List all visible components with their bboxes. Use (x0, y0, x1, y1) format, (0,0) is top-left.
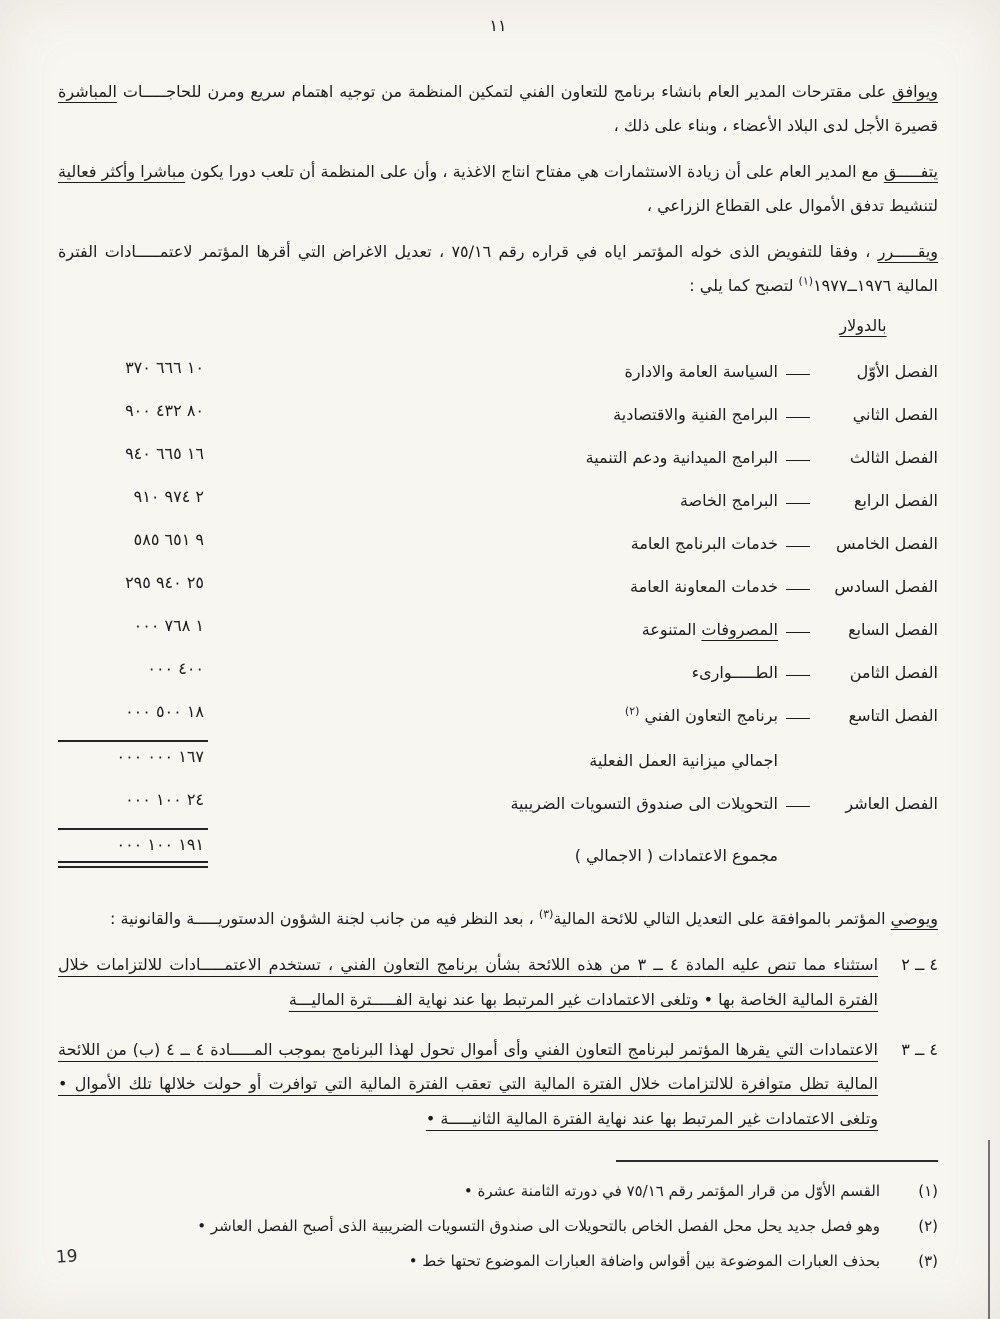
chapter-label: الفصل الأوّل (856, 361, 938, 381)
footnote-2 (58, 1211, 938, 1241)
footnote-ref-1: (١) (798, 274, 814, 288)
chapter-description: الطـــــوارىء (691, 662, 778, 682)
amendment-text: الاعتمادات التي يقرها المؤتمر لبرنامج التعاون الفني وأى أموال تحول لهذا البرنامج بموجب المـــــادة ٤ ــ ٤ (ب) من اللائحة المالية تظل متوافرة للالتزامات خلال الفترة المالية التي تعقب الفترة المالية التي توافرت أو حولت خلالها تلك الأموال • وتلغى الاعتمادات غير المرتبط بها عند نهاية الفترة المالية الثانيـــــة • (58, 1039, 879, 1128)
dash-separator (778, 846, 814, 868)
dash-separator (778, 663, 814, 685)
chapter-description: خدمات المعاونة العامة (630, 576, 778, 596)
chapter-label: الفصل الثاني (852, 404, 938, 424)
paragraph-recommends-amendment (58, 902, 938, 936)
amendment-text: استثناء مما تنص عليه المادة ٤ ــ ٣ من هذه اللائحة بشأن برنامج التعاون الفني ، تستخدم الاعتمـــــادات للالتزامات خلال الفترة المالية الخاصة بها • وتلغى الاعتمادات غير المرتبط بها عند نهاية الفـــــترة الماليـــة (58, 955, 879, 1009)
footnote-1 (58, 1176, 938, 1206)
footnote-ref-2: (٢) (624, 704, 640, 718)
table-row-chapter-9 (58, 697, 938, 728)
chapter-label: الفصل السابع (848, 619, 938, 639)
paragraph-text: ، وفقا للتفويض الذى خوله المؤتمر اياه في قراره رقم ٧٥/١٦ ، تعديل الاغراض التي أقرها المؤتمر لاعتمـــــادات الفترة المالية ١٩٧٦ــ١٩٧٧ (58, 242, 938, 295)
description-part: برنامج التعاون الفني (644, 705, 778, 725)
amendment-number: ٤ ــ ٣ (901, 1039, 938, 1059)
amount-cell: ٢٤ ١٠٠ ٠٠٠ (125, 789, 204, 809)
paragraph-decides-appropriations (58, 235, 938, 302)
currency-column-header (788, 316, 938, 335)
chapter-label: الفصل الثامن (849, 662, 938, 682)
footnote-divider-rule (616, 1160, 938, 1162)
chapter-label: الفصل الرابع (853, 490, 938, 510)
amount-cell: ١٦ ٦٦٥ ٩٤٠ (125, 443, 204, 463)
dash-separator (778, 448, 814, 470)
dash-separator (778, 706, 814, 728)
paragraph-text: على مقترحات المدير العام بانشاء برنامج للتعاون الفني لتمكين المنظمة من توجيه اهتمام سريع ومرن للحاجـــــات (116, 82, 893, 101)
paragraph-text: لتصبح كما يلي : (689, 275, 799, 295)
underlined-lead: ويوصي (890, 908, 938, 928)
footnote-marker: (٣) (918, 1252, 938, 1271)
table-row-chapter-2 (58, 396, 938, 427)
chapter-description: البرامج الميدانية ودعم التنمية (585, 447, 778, 467)
grand-total-label: مجموع الاعتمادات ( الاجمالي ) (574, 845, 778, 865)
footnote-text: القسم الأوّل من قرار المؤتمر رقم ٧٥/١٦ في دورته الثامنة عشرة • (463, 1182, 880, 1201)
table-row-chapter-10 (58, 785, 938, 816)
chapter-description: خدمات البرنامج العامة (630, 533, 778, 553)
underlined-description-part: المصروفات (701, 619, 778, 639)
amendment-number: ٤ ــ ٢ (901, 955, 938, 975)
page-number-top: ١١ (489, 16, 507, 35)
table-row-chapter-7 (58, 611, 938, 642)
chapter-description: التحويلات الى صندوق التسويات الضريبية (510, 793, 778, 813)
chapter-description: السياسة العامة والادارة (624, 361, 778, 381)
table-row-chapter-1 (58, 353, 938, 384)
scan-edge-artifact (988, 1140, 990, 1319)
amount-cell: ١٠ ٦٦٦ ٣٧٠ (125, 357, 204, 377)
paragraph-text: قصيرة الأجل لدى البلاد الأعضاء ، وبناء على ذلك ، (613, 115, 938, 135)
currency-label: بالدولار (839, 315, 887, 335)
dash-separator (778, 794, 814, 816)
footnote-text: وهو فصل جديد يحل محل الفصل الخاص بالتحويلات الى صندوق التسويات الضريبية الذى أصبح الفصل العاشر • (197, 1217, 880, 1236)
underlined-phrase: المباشرة (58, 82, 117, 101)
grand-total-amount-cell: ١٩١ ١٠٠ ٠٠٠ (58, 828, 208, 868)
chapter-description (208, 704, 778, 728)
footnote-marker: (٢) (918, 1217, 938, 1236)
footnote-ref-3: (٣) (538, 907, 554, 921)
table-row-grand-total (58, 828, 938, 868)
dash-separator (778, 362, 814, 384)
chapter-label: الفصل السادس (834, 576, 938, 596)
dash-separator (778, 405, 814, 427)
table-row-subtotal (58, 740, 938, 773)
underlined-phrase: مباشرا وأكثر فعالية (58, 162, 186, 182)
footnote-text: بحذف العبارات الموضوعة بين أقواس واضافة العبارات الموضوع تحتها خط • (408, 1252, 880, 1271)
table-row-chapter-6 (58, 568, 938, 599)
chapter-description (208, 618, 778, 642)
underlined-lead: ويقـــــرر (877, 242, 939, 262)
page-number-bottom-handwritten: 19 (55, 1246, 79, 1268)
amount-cell: ٤٠٠ ٠٠٠ (147, 658, 204, 678)
amount-cell: ١ ٧٦٨ ٠٠٠ (133, 615, 204, 635)
paragraph-text: المؤتمر بالموافقة على التعديل التالي للائحة المالية (553, 908, 891, 928)
dash-separator (778, 577, 814, 599)
footnote-3 (58, 1246, 938, 1276)
subtotal-label: اجمالي ميزانية العمل الفعلية (589, 750, 778, 770)
amount-cell: ١٨ ٥٠٠ ٠٠٠ (125, 701, 204, 721)
chapter-description: البرامج الخاصة (679, 490, 778, 510)
subtotal-amount-cell: ١٦٧ ٠٠٠ ٠٠٠ (58, 740, 208, 773)
paragraph-approves-tcp (58, 75, 938, 142)
dash-separator (778, 491, 814, 513)
amount-cell: ٢٥ ٩٤٠ ٢٩٥ (125, 572, 204, 592)
dash-separator (778, 620, 814, 642)
dash-separator (778, 751, 814, 773)
chapter-label: الفصل الثالث (849, 447, 938, 467)
paragraph-text: لتنشيط تدفق الأموال على القطاع الزراعي ، (646, 195, 938, 215)
amount-cell: ٢ ٩٧٤ ٩١٠ (133, 486, 204, 506)
footnotes-section (58, 1160, 938, 1276)
table-row-chapter-3 (58, 439, 938, 470)
footnote-marker: (١) (918, 1182, 938, 1201)
underlined-lead: ويوافق (892, 82, 938, 101)
chapter-label: الفصل الخامس (836, 533, 938, 553)
amendment-regulation-4-2 (58, 948, 938, 1017)
chapter-label: الفصل التاسع (848, 705, 938, 725)
dash-separator (778, 534, 814, 556)
amount-cell: ٨٠ ٤٣٢ ٩٠٠ (125, 400, 204, 420)
paragraph-agrees-investment (58, 155, 938, 222)
description-part: المتنوعة (641, 619, 702, 639)
budget-appropriations-table (58, 316, 938, 868)
table-row-chapter-4 (58, 482, 938, 513)
paragraph-text: ، بعد النظر فيه من جانب لجنة الشؤون الدستوريـــــة والقانونية : (110, 908, 539, 928)
underlined-lead: يتفـــــق (883, 162, 938, 182)
amendment-regulation-4-3 (58, 1033, 938, 1136)
table-row-chapter-8 (58, 654, 938, 685)
amount-cell: ٩ ٦٥١ ٥٨٥ (133, 529, 204, 549)
chapter-label: الفصل العاشر (845, 793, 938, 813)
chapter-description: البرامج الفنية والاقتصادية (613, 404, 778, 424)
table-row-chapter-5 (58, 525, 938, 556)
paragraph-text: مع المدير العام على أن زيادة الاستثمارات هي مفتاح انتاج الاغذية ، وأن على المنظمة أن تلعب دورا يكون (185, 162, 884, 182)
